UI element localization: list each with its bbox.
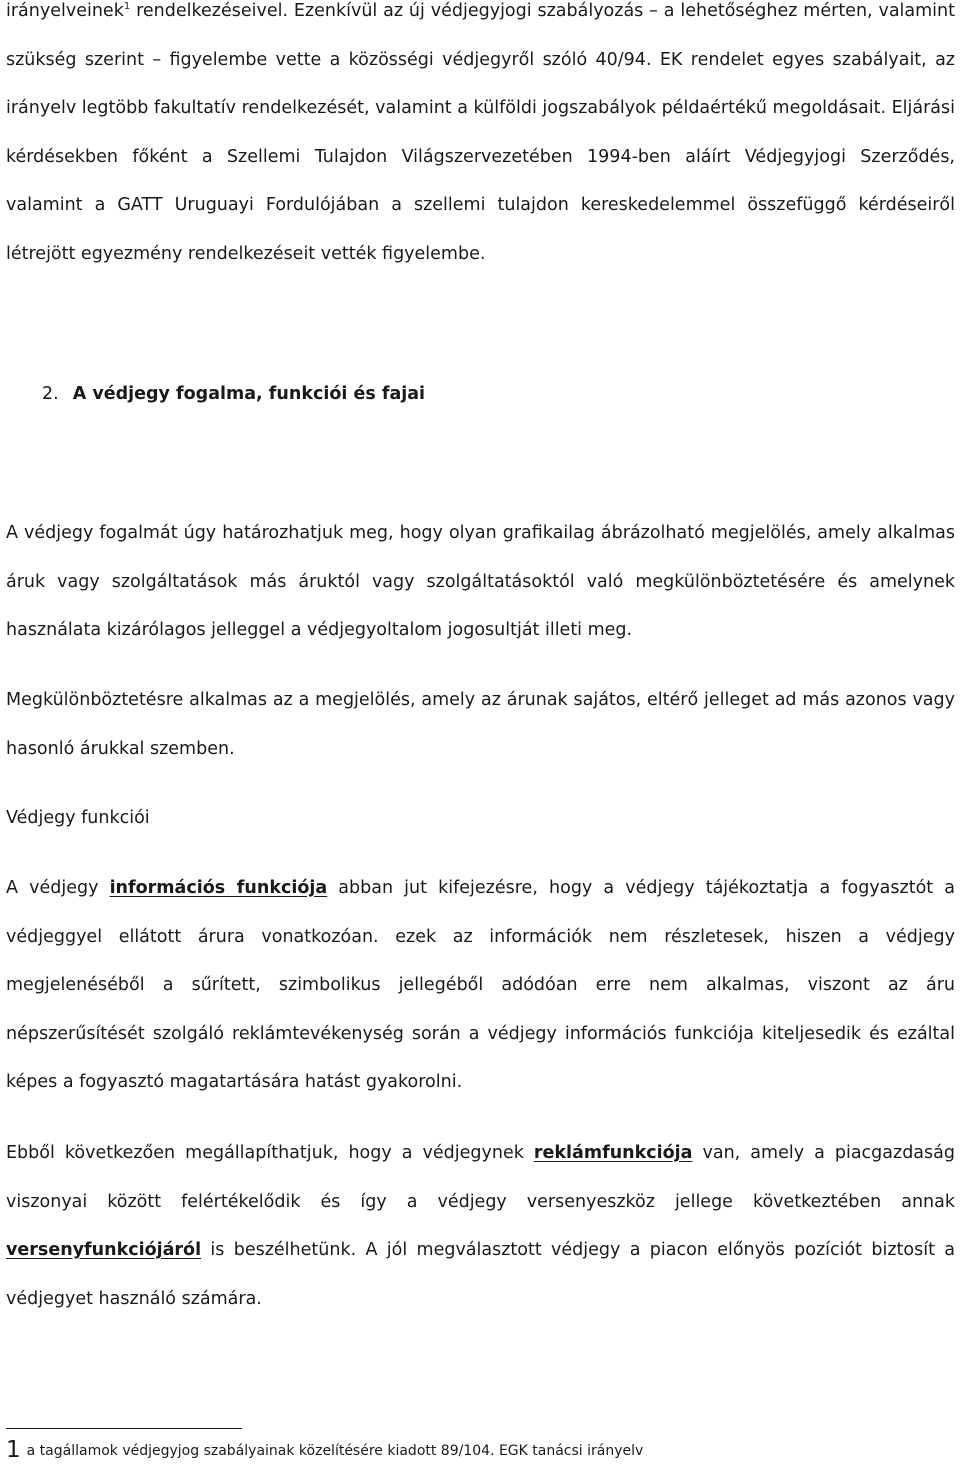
paragraph-eu-regulation xyxy=(6,0,955,278)
section-heading xyxy=(42,375,425,413)
paragraph-text: abban jut kifejezésre, hogy a védjegy tájékoztatja a fogyasztót a védjeggyel ellátott árura vonatkozóan. ezek az információk nem részletesek, hiszen a védjegy megjelenéséből a sűrített, szimbolikus jellegéből adódóan erre nem alkalmas, viszont az áru népszerűsítését szolgáló reklámtevékenység során a védjegy információs funkciója kiteljesedik és ezáltal képes a fogyasztó magatartására hatást gyakorolni. xyxy=(6,878,955,1092)
paragraph-text: is beszélhetünk. A jól megválasztott védjegy a piacon előnyös pozíciót biztosít a védjegyet használó számára. xyxy=(6,1240,955,1309)
footnote xyxy=(6,1436,643,1465)
term-information-function: információs funkciója xyxy=(109,878,328,898)
section-number: 2. xyxy=(42,384,59,404)
footnote-text: a tagállamok védjegyjog szabályainak közelítésére kiadott 89/104. EGK tanácsi irányelv xyxy=(26,1443,644,1459)
subheading-trademark-functions: Védjegy funkciói xyxy=(6,808,150,828)
footnote-number: 1 xyxy=(6,1437,21,1463)
paragraph-text: van, amely a piacgazdaság viszonyai között felértékelődik és így a védjegy versenyeszköz jellege következtében annak xyxy=(6,1143,955,1212)
paragraph-text: Ebből következően megállapíthatjuk, hogy a védjegynek xyxy=(6,1143,534,1163)
paragraph-text: rendelkezéseivel. Ezenkívül az új védjegyjogi szabályozás – a lehetőséghez mérten, valamint szükség szerint – figyelembe vette a közösségi védjegyről szóló 40/94. EK rendelet egyes szabályait, az irányelv legtöbb fakultatív rendelkezését, valamint a külföldi jogszabályok példaértékű megoldásait. Eljárási kérdésekben főként a Szellemi Tulajdon Világszervezetében 1994-ben aláírt Védjegyjogi Szerződés, valamint a GATT Uruguayi Fordulójában a szellemi tulajdon kereskedelemmel összefüggő kérdéseiről létrejött egyezmény rendelkezéseit vették figyelembe. xyxy=(6,1,955,264)
paragraph-text: irányelveinek xyxy=(6,1,124,21)
paragraph-text: A védjegy xyxy=(6,878,110,898)
section-title: A védjegy fogalma, funkciói és fajai xyxy=(72,384,426,404)
paragraph-advertising-function xyxy=(6,1129,955,1323)
paragraph-distinctiveness: Megkülönböztetésre alkalmas az a megjelölés, amely az árunak sajátos, eltérő jelleget ad más azonos vagy hasonló árukkal szemben. xyxy=(6,690,955,759)
paragraph-information-function xyxy=(6,864,955,1107)
footnote-divider xyxy=(6,1428,242,1429)
paragraph-trademark-definition: A védjegy fogalmát úgy határozhatjuk meg, hogy olyan grafikailag ábrázolható megjelölés, amely alkalmas áruk vagy szolgáltatások más áruktól vagy szolgáltatásoktól való megkülönböztetésére és amelynek használata kizárólagos jelleggel a védjegyoltalom jogosultját illeti meg. xyxy=(6,523,955,640)
term-advertising-function: reklámfunkciója xyxy=(533,1143,693,1163)
footnote-reference[interactable]: 1 xyxy=(123,1,131,13)
term-competition-function: versenyfunkciójáról xyxy=(6,1240,202,1260)
